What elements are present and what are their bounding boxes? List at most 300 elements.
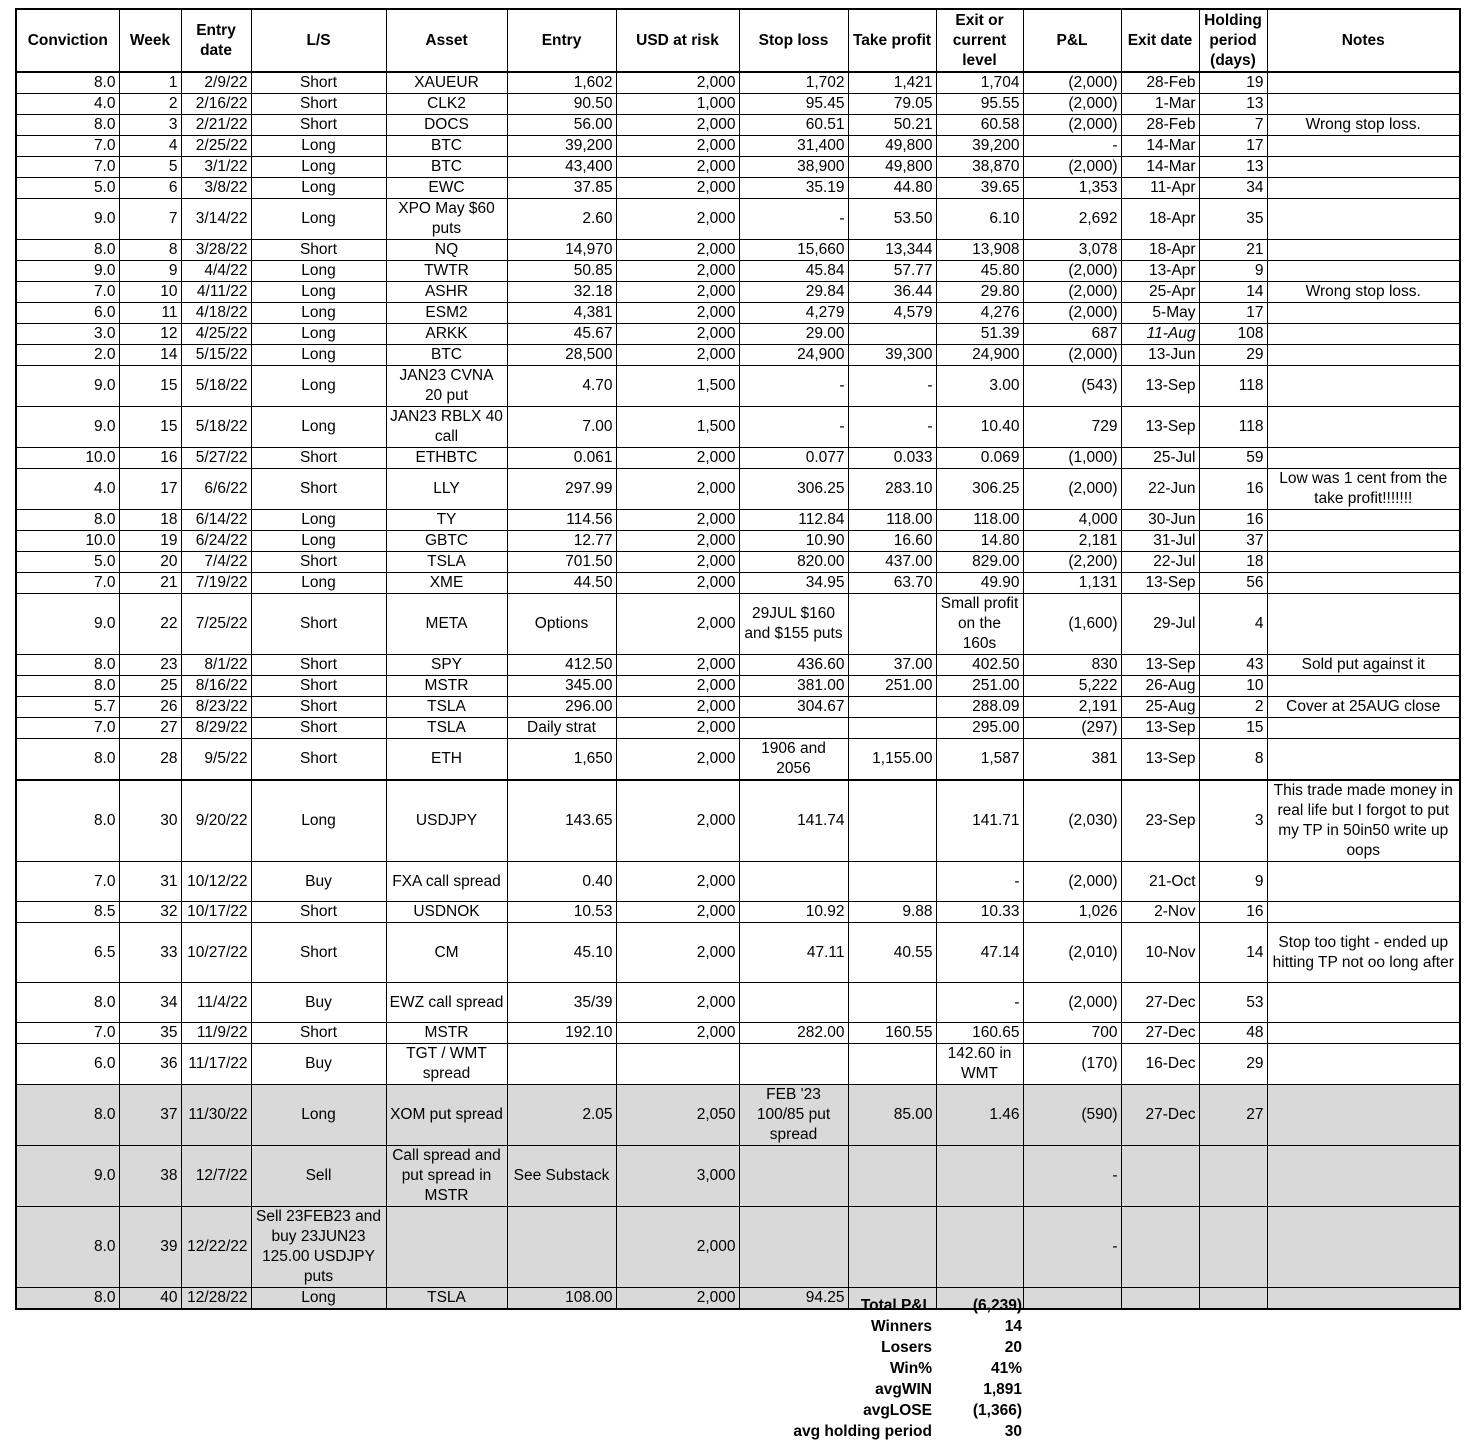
table-cell: 35.19: [739, 178, 848, 199]
table-cell: (2,000): [1023, 157, 1121, 178]
table-cell: [1121, 1207, 1199, 1288]
table-cell: 3/8/22: [181, 178, 251, 199]
table-cell: 10.40: [936, 407, 1023, 448]
table-cell: [848, 594, 936, 655]
table-cell: [1267, 345, 1460, 366]
table-cell: 59: [1199, 448, 1267, 469]
table-cell: 13-Apr: [1121, 261, 1199, 282]
table-cell: 13,344: [848, 240, 936, 261]
table-cell: 18-Apr: [1121, 240, 1199, 261]
table-cell: 15,660: [739, 240, 848, 261]
table-cell: Long: [251, 407, 386, 448]
header-cell: Entry date: [181, 9, 251, 72]
summary-value: 20: [1004, 1339, 1022, 1356]
table-cell: Long: [251, 366, 386, 407]
table-cell: (2,000): [1023, 303, 1121, 324]
table-cell: 10.0: [16, 531, 119, 552]
table-cell: -: [848, 366, 936, 407]
table-cell: 2,000: [616, 902, 739, 923]
table-cell: 39,300: [848, 345, 936, 366]
table-cell: 40.55: [848, 923, 936, 983]
table-cell: 16-Dec: [1121, 1044, 1199, 1085]
table-cell: 3: [1199, 780, 1267, 862]
table-cell: XAUEUR: [386, 72, 507, 94]
summary-value: 14: [1004, 1318, 1022, 1335]
summary-table: [770, 1295, 1022, 1442]
table-cell: 60.58: [936, 115, 1023, 136]
table-cell: 60.51: [739, 115, 848, 136]
table-cell: 39,200: [936, 136, 1023, 157]
table-cell: 8.0: [16, 983, 119, 1023]
table-cell: [739, 862, 848, 902]
table-cell: 2,000: [616, 594, 739, 655]
table-cell: TY: [386, 510, 507, 531]
table-cell: -: [739, 366, 848, 407]
table-row: [16, 261, 1460, 282]
table-cell: EWC: [386, 178, 507, 199]
table-cell: 18-Apr: [1121, 199, 1199, 240]
table-cell: [848, 718, 936, 739]
table-cell: 4,000: [1023, 510, 1121, 531]
table-cell: 2,000: [616, 655, 739, 676]
table-cell: [1267, 1044, 1460, 1085]
table-cell: 830: [1023, 655, 1121, 676]
table-cell: ASHR: [386, 282, 507, 303]
table-cell: Long: [251, 780, 386, 862]
table-cell: 13-Sep: [1121, 655, 1199, 676]
table-cell: Long: [251, 1288, 386, 1310]
table-cell: 13-Sep: [1121, 407, 1199, 448]
table-cell: 29.80: [936, 282, 1023, 303]
table-cell: 29-Jul: [1121, 594, 1199, 655]
table-row: [16, 1207, 1460, 1288]
table-cell: 4,579: [848, 303, 936, 324]
table-cell: 27: [119, 718, 181, 739]
table-cell: 436.60: [739, 655, 848, 676]
table-cell: 17: [1199, 136, 1267, 157]
table-cell: 2.0: [16, 345, 119, 366]
table-cell: [1267, 718, 1460, 739]
table-cell: -: [936, 983, 1023, 1023]
table-cell: Short: [251, 697, 386, 718]
table-cell: MSTR: [386, 676, 507, 697]
table-cell: 16: [1199, 902, 1267, 923]
table-cell: 2,000: [616, 552, 739, 573]
table-cell: 10.92: [739, 902, 848, 923]
table-cell: 36: [119, 1044, 181, 1085]
table-cell: 143.65: [507, 780, 616, 862]
table-cell: 8.0: [16, 1207, 119, 1288]
table-cell: 2-Nov: [1121, 902, 1199, 923]
table-cell: 8.0: [16, 1288, 119, 1310]
table-cell: 345.00: [507, 676, 616, 697]
table-cell: 0.069: [936, 448, 1023, 469]
table-cell: 282.00: [739, 1023, 848, 1044]
header-cell: USD at risk: [616, 9, 739, 72]
table-cell: [848, 1044, 936, 1085]
table-cell: 11/30/22: [181, 1085, 251, 1146]
table-cell: (1,600): [1023, 594, 1121, 655]
table-cell: 37: [1199, 531, 1267, 552]
table-cell: 9.0: [16, 1146, 119, 1207]
table-cell: 687: [1023, 324, 1121, 345]
table-cell: 40: [119, 1288, 181, 1310]
table-cell: 700: [1023, 1023, 1121, 1044]
table-cell: 4,276: [936, 303, 1023, 324]
table-cell: [1267, 1207, 1460, 1288]
table-row: [16, 862, 1460, 902]
table-cell: [848, 780, 936, 862]
table-cell: [616, 1044, 739, 1085]
table-cell: 3: [119, 115, 181, 136]
table-cell: 8.0: [16, 655, 119, 676]
table-cell: META: [386, 594, 507, 655]
table-cell: 1,650: [507, 739, 616, 781]
table-cell: 2,000: [616, 115, 739, 136]
table-cell: 35: [1199, 199, 1267, 240]
table-cell: 2: [119, 94, 181, 115]
table-cell: 4/18/22: [181, 303, 251, 324]
table-cell: 2.60: [507, 199, 616, 240]
table-cell: 412.50: [507, 655, 616, 676]
table-cell: Long: [251, 178, 386, 199]
table-cell: 0.077: [739, 448, 848, 469]
table-row: [16, 573, 1460, 594]
table-cell: [1267, 1085, 1460, 1146]
table-cell: 13: [1199, 94, 1267, 115]
table-cell: 2.05: [507, 1085, 616, 1146]
table-cell: 2,000: [616, 923, 739, 983]
table-cell: 17: [1199, 303, 1267, 324]
table-cell: -: [739, 199, 848, 240]
table-cell: 12: [119, 324, 181, 345]
table-cell: 94.25: [739, 1288, 848, 1310]
table-cell: Short: [251, 1023, 386, 1044]
table-cell: 11/4/22: [181, 983, 251, 1023]
table-cell: 24,900: [739, 345, 848, 366]
table-row: [16, 1288, 1460, 1310]
table-cell: 2,000: [616, 324, 739, 345]
table-cell: 9/5/22: [181, 739, 251, 781]
table-cell: [1267, 573, 1460, 594]
table-row: [16, 72, 1460, 94]
table-cell: 28,500: [507, 345, 616, 366]
table-cell: BTC: [386, 157, 507, 178]
table-cell: 6.0: [16, 1044, 119, 1085]
table-cell: [386, 1207, 507, 1288]
table-row: [16, 923, 1460, 983]
table-cell: Short: [251, 552, 386, 573]
table-cell: 25-Aug: [1121, 697, 1199, 718]
header-cell: Exit or current level: [936, 9, 1023, 72]
table-row: [16, 199, 1460, 240]
table-cell: 6.10: [936, 199, 1023, 240]
table-cell: 29: [1199, 345, 1267, 366]
table-cell: [1199, 1288, 1267, 1310]
table-cell: 3/28/22: [181, 240, 251, 261]
table-row: [16, 594, 1460, 655]
table-cell: 2,000: [616, 345, 739, 366]
table-cell: 28-Feb: [1121, 72, 1199, 94]
table-cell: 6: [119, 178, 181, 199]
table-cell: 30: [119, 780, 181, 862]
summary-value: 30: [1004, 1423, 1022, 1440]
table-cell: [1121, 1146, 1199, 1207]
table-cell: [1267, 72, 1460, 94]
table-cell: 2,000: [616, 282, 739, 303]
table-row: [16, 1085, 1460, 1146]
table-cell: 7/4/22: [181, 552, 251, 573]
header-row: [16, 9, 1460, 72]
table-cell: [1267, 510, 1460, 531]
table-cell: 26: [119, 697, 181, 718]
table-cell: 45.80: [936, 261, 1023, 282]
table-row: [16, 115, 1460, 136]
table-row: [16, 676, 1460, 697]
table-cell: (2,000): [1023, 115, 1121, 136]
table-cell: 6.0: [16, 303, 119, 324]
table-cell: 10-Nov: [1121, 923, 1199, 983]
table-cell: 288.09: [936, 697, 1023, 718]
table-cell: 12/22/22: [181, 1207, 251, 1288]
table-cell: 0.40: [507, 862, 616, 902]
table-cell: [1267, 552, 1460, 573]
table-cell: 15: [1199, 718, 1267, 739]
table-cell: Short: [251, 902, 386, 923]
table-cell: 8.0: [16, 510, 119, 531]
table-cell: 251.00: [848, 676, 936, 697]
table-cell: Short: [251, 469, 386, 510]
table-cell: 7: [1199, 115, 1267, 136]
table-cell: 21: [119, 573, 181, 594]
table-row: [16, 178, 1460, 199]
table-cell: 381.00: [739, 676, 848, 697]
table-cell: 13-Sep: [1121, 573, 1199, 594]
table-cell: 5,222: [1023, 676, 1121, 697]
table-cell: 9.88: [848, 902, 936, 923]
table-cell: [1267, 983, 1460, 1023]
table-cell: 20: [119, 552, 181, 573]
table-cell: 5/18/22: [181, 366, 251, 407]
table-cell: Short: [251, 72, 386, 94]
table-cell: 13: [1199, 157, 1267, 178]
table-cell: (2,000): [1023, 261, 1121, 282]
table-cell: Short: [251, 718, 386, 739]
table-cell: 2,000: [616, 157, 739, 178]
table-cell: [1267, 448, 1460, 469]
table-cell: Long: [251, 1085, 386, 1146]
table-cell: 27-Dec: [1121, 1023, 1199, 1044]
table-cell: 6/24/22: [181, 531, 251, 552]
table-cell: CLK2: [386, 94, 507, 115]
table-cell: LLY: [386, 469, 507, 510]
table-cell: Options: [507, 594, 616, 655]
table-cell: [848, 1146, 936, 1207]
table-cell: (2,000): [1023, 469, 1121, 510]
table-cell: 11-Apr: [1121, 178, 1199, 199]
table-cell: -: [1023, 136, 1121, 157]
table-cell: Short: [251, 94, 386, 115]
table-row: [16, 780, 1460, 862]
table-cell: ARKK: [386, 324, 507, 345]
table-cell: [1267, 366, 1460, 407]
table-cell: [1267, 1023, 1460, 1044]
table-cell: 29.00: [739, 324, 848, 345]
table-cell: 34: [1199, 178, 1267, 199]
header-cell: Stop loss: [739, 9, 848, 72]
table-row: [16, 448, 1460, 469]
table-cell: 22: [119, 594, 181, 655]
table-cell: 2: [1199, 697, 1267, 718]
table-cell: 37: [119, 1085, 181, 1146]
table-cell: Long: [251, 261, 386, 282]
table-cell: 43: [1199, 655, 1267, 676]
table-cell: 160.55: [848, 1023, 936, 1044]
table-cell: 9: [1199, 862, 1267, 902]
table-cell: 4,279: [739, 303, 848, 324]
table-cell: Short: [251, 448, 386, 469]
table-cell: 47.11: [739, 923, 848, 983]
table-row: [16, 282, 1460, 303]
table-cell: 108: [1199, 324, 1267, 345]
table-cell: 15: [119, 366, 181, 407]
table-cell: 1,702: [739, 72, 848, 94]
table-cell: 21: [1199, 240, 1267, 261]
table-cell: Wrong stop loss.: [1267, 282, 1460, 303]
table-cell: 381: [1023, 739, 1121, 781]
table-cell: 2,000: [616, 780, 739, 862]
table-cell: 57.77: [848, 261, 936, 282]
table-cell: [739, 718, 848, 739]
table-cell: Short: [251, 240, 386, 261]
table-cell: [1199, 1146, 1267, 1207]
table-cell: 45.84: [739, 261, 848, 282]
table-cell: 0.061: [507, 448, 616, 469]
table-cell: 9: [119, 261, 181, 282]
table-cell: 2/21/22: [181, 115, 251, 136]
table-cell: 38: [119, 1146, 181, 1207]
table-cell: 10.90: [739, 531, 848, 552]
table-cell: FXA call spread: [386, 862, 507, 902]
table-cell: 3/1/22: [181, 157, 251, 178]
table-cell: 37.85: [507, 178, 616, 199]
table-cell: 160.65: [936, 1023, 1023, 1044]
table-cell: 2,000: [616, 697, 739, 718]
table-cell: 10: [119, 282, 181, 303]
table-cell: 1,500: [616, 407, 739, 448]
table-cell: [936, 1207, 1023, 1288]
table-row: [16, 697, 1460, 718]
table-cell: [1267, 407, 1460, 448]
table-cell: -: [1023, 1146, 1121, 1207]
table-cell: 1,587: [936, 739, 1023, 781]
table-cell: 13,908: [936, 240, 1023, 261]
table-row: [16, 510, 1460, 531]
table-cell: 22-Jul: [1121, 552, 1199, 573]
table-row: [16, 136, 1460, 157]
table-cell: [1121, 1288, 1199, 1310]
table-cell: TGT / WMT spread: [386, 1044, 507, 1085]
table-cell: (2,000): [1023, 282, 1121, 303]
table-row: [16, 739, 1460, 781]
table-cell: 112.84: [739, 510, 848, 531]
summary-row: [770, 1400, 1022, 1421]
table-cell: 5-May: [1121, 303, 1199, 324]
table-cell: 56.00: [507, 115, 616, 136]
table-cell: 8.0: [16, 72, 119, 94]
table-cell: [1267, 739, 1460, 781]
table-cell: USDJPY: [386, 780, 507, 862]
table-cell: 21-Oct: [1121, 862, 1199, 902]
table-cell: 3,000: [616, 1146, 739, 1207]
table-cell: 304.67: [739, 697, 848, 718]
table-cell: USDNOK: [386, 902, 507, 923]
table-cell: [739, 1044, 848, 1085]
table-cell: 27-Dec: [1121, 983, 1199, 1023]
table-cell: 3,078: [1023, 240, 1121, 261]
table-cell: 32: [119, 902, 181, 923]
table-cell: 31: [119, 862, 181, 902]
table-cell: 2,000: [616, 1023, 739, 1044]
table-cell: 1.46: [936, 1085, 1023, 1146]
table-cell: NQ: [386, 240, 507, 261]
table-cell: 49.90: [936, 573, 1023, 594]
table-cell: Short: [251, 594, 386, 655]
table-cell: 11/9/22: [181, 1023, 251, 1044]
table-cell: 141.74: [739, 780, 848, 862]
table-cell: [1023, 1288, 1121, 1310]
summary-label: Win%: [889, 1360, 932, 1377]
table-cell: 295.00: [936, 718, 1023, 739]
table-cell: 19: [119, 531, 181, 552]
table-cell: 13-Sep: [1121, 366, 1199, 407]
table-cell: [1267, 94, 1460, 115]
table-cell: (543): [1023, 366, 1121, 407]
table-row: [16, 1146, 1460, 1207]
table-cell: 9.0: [16, 366, 119, 407]
table-cell: 18: [119, 510, 181, 531]
table-cell: CM: [386, 923, 507, 983]
table-row: [16, 157, 1460, 178]
summary-row: [770, 1421, 1022, 1442]
summary-value: (1,366): [972, 1402, 1022, 1419]
table-cell: 43,400: [507, 157, 616, 178]
table-cell: See Substack: [507, 1146, 616, 1207]
table-cell: 118: [1199, 407, 1267, 448]
table-cell: Sell 23FEB23 and buy 23JUN23 125.00 USDJPY puts: [251, 1207, 386, 1288]
table-cell: 4: [119, 136, 181, 157]
table-cell: 26-Aug: [1121, 676, 1199, 697]
table-cell: 35: [119, 1023, 181, 1044]
table-cell: 2,000: [616, 862, 739, 902]
table-cell: 27-Dec: [1121, 1085, 1199, 1146]
table-cell: 820.00: [739, 552, 848, 573]
table-cell: 8.0: [16, 739, 119, 781]
table-cell: 5.0: [16, 178, 119, 199]
table-cell: [739, 1146, 848, 1207]
table-cell: ETHBTC: [386, 448, 507, 469]
table-cell: (1,000): [1023, 448, 1121, 469]
table-cell: 283.10: [848, 469, 936, 510]
table-cell: 1,000: [616, 94, 739, 115]
table-cell: 95.55: [936, 94, 1023, 115]
summary-label: avgWIN: [875, 1381, 932, 1398]
table-cell: (2,200): [1023, 552, 1121, 573]
table-cell: 5.7: [16, 697, 119, 718]
table-cell: 1906 and 2056: [739, 739, 848, 781]
table-cell: 7: [119, 199, 181, 240]
table-cell: 9/20/22: [181, 780, 251, 862]
